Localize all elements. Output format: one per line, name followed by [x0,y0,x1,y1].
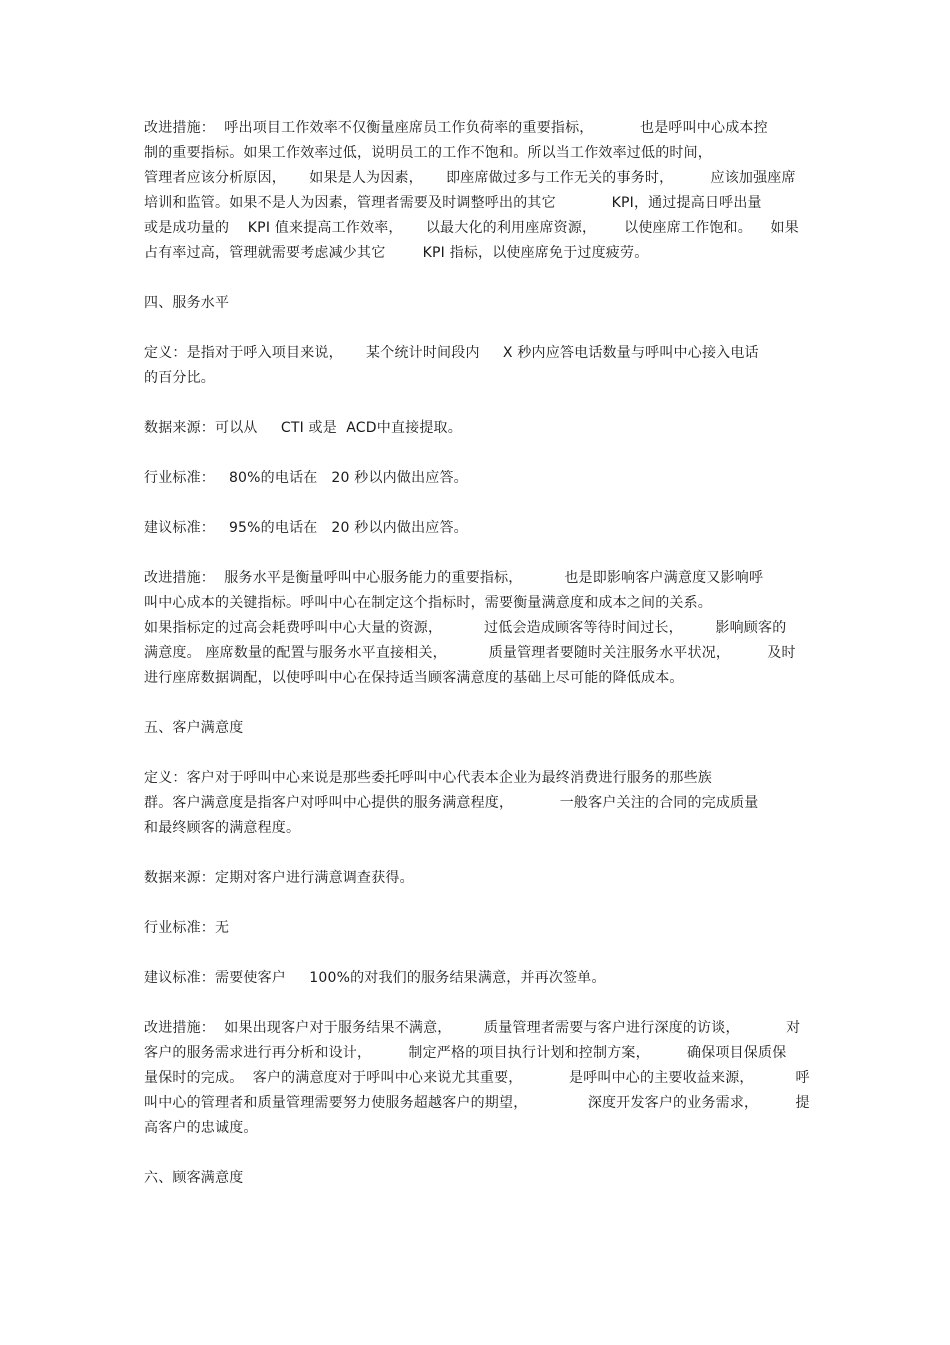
improvement-measures-paragraph-line: 高客户的忠诚度。 [144,1120,258,1136]
suggested-standard-line: 建议标准： 95%的电话在 20 秒以内做出应答。 [144,520,468,536]
improvement-measures-paragraph-line: 管理者应该分析原因， 如果是人为因素， 即座席做过多与工作无关的事务时， 应该加强座席 [144,170,796,186]
definition-line: 群。客户满意度是指客户对呼叫中心提供的服务满意程度， 一般客户关注的合同的完成质量 [144,795,759,811]
improvement-measures-paragraph-line: 培训和监管。如果不是人为因素，管理者需要及时调整呼出的其它 KPI，通过提高日呼出量 [144,195,762,211]
industry-standard-line: 行业标准：无 [144,920,230,936]
improvement-measures-paragraph-line: 改进措施： 如果出现客户对于服务结果不满意， 质量管理者需要与客户进行深度的访谈， 对 [144,1020,801,1036]
improvement-measures-paragraph-line: 改进措施： 呼出项目工作效率不仅衡量座席员工作负荷率的重要指标， 也是呼叫中心成本控 [144,120,768,136]
section-heading-consumer-satisfaction: 六、顾客满意度 [144,1170,244,1186]
data-source-line: 数据来源：定期对客户进行满意调查获得。 [144,870,414,886]
improvement-measures-paragraph-line: 如果指标定的过高会耗费呼叫中心大量的资源， 过低会造成顾客等待时间过长， 影响顾客的 [144,620,787,636]
improvement-measures-paragraph-line: 客户的服务需求进行再分析和设计， 制定严格的项目执行计划和控制方案， 确保项目保质保 [144,1045,787,1061]
data-source-line: 数据来源：可以从 CTI 或是 ACD中直接提取。 [144,420,462,436]
improvement-measures-paragraph-line: 叫中心的管理者和质量管理需要努力使服务超越客户的期望， 深度开发客户的业务需求， 提 [144,1095,810,1111]
improvement-measures-paragraph-line: 占有率过高，管理就需要考虑减少其它 KPI 指标，以使座席免于过度疲劳。 [144,245,649,261]
section-heading-service-level: 四、服务水平 [144,295,230,311]
improvement-measures-paragraph-line: 或是成功量的 KPI 值来提高工作效率， 以最大化的利用座席资源， 以使座席工作饱和。 如果 [144,220,799,236]
section-heading-customer-satisfaction: 五、客户满意度 [144,720,244,736]
improvement-measures-paragraph-line: 量保时的完成。 客户的满意度对于呼叫中心来说尤其重要， 是呼叫中心的主要收益来源， 呼 [144,1070,810,1086]
improvement-measures-paragraph-line: 叫中心成本的关键指标。呼叫中心在制定这个指标时，需要衡量满意度和成本之间的关系。 [144,595,712,611]
definition-line: 和最终顾客的满意程度。 [144,820,301,836]
improvement-measures-paragraph-line: 改进措施： 服务水平是衡量呼叫中心服务能力的重要指标， 也是即影响客户满意度又影响呼 [144,570,764,586]
improvement-measures-paragraph-line: 制的重要指标。如果工作效率过低，说明员工的工作不饱和。所以当工作效率过低的时间， [144,145,712,161]
improvement-measures-paragraph-line: 进行座席数据调配，以使呼叫中心在保持适当顾客满意度的基础上尽可能的降低成本。 [144,670,684,686]
industry-standard-line: 行业标准： 80%的电话在 20 秒以内做出应答。 [144,470,468,486]
definition-line: 的百分比。 [144,370,215,386]
definition-line: 定义：客户对于呼叫中心来说是那些委托呼叫中心代表本企业为最终消费进行服务的那些族 [144,770,712,786]
definition-line: 定义：是指对于呼入项目来说， 某个统计时间段内 X 秒内应答电话数量与呼叫中心接入电话 [144,345,759,361]
suggested-standard-line: 建议标准：需要使客户 100%的对我们的服务结果满意，并再次签单。 [144,970,606,986]
improvement-measures-paragraph-line: 满意度。 座席数量的配置与服务水平直接相关， 质量管理者要随时关注服务水平状况， 及时 [144,645,796,661]
